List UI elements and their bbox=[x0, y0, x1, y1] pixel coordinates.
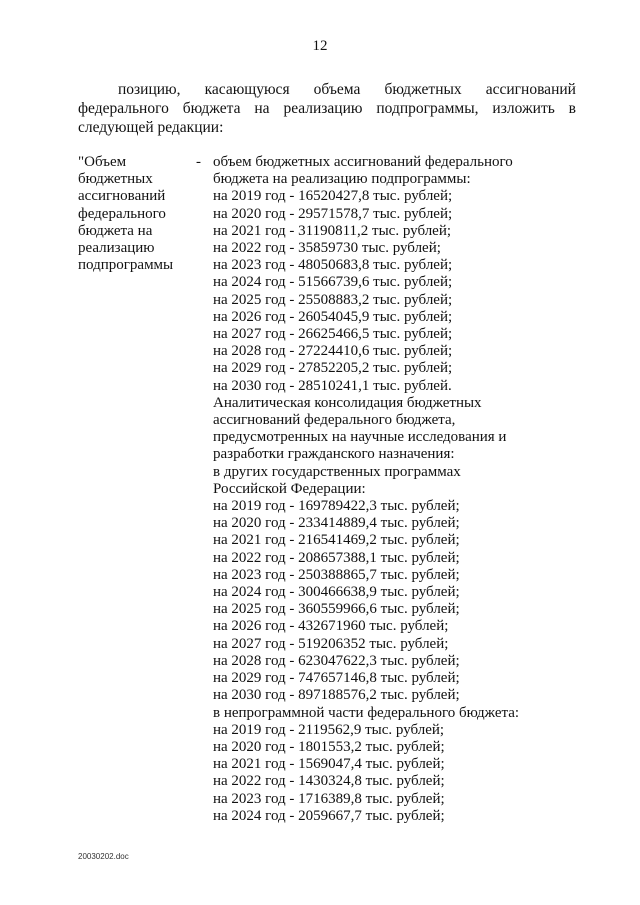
intro-word: позицию, bbox=[118, 81, 181, 98]
value-line: на 2027 год - 519206352 тыс. рублей; bbox=[213, 635, 449, 652]
value-line: ассигнований федерального бюджета, bbox=[213, 412, 456, 429]
page-number: 12 bbox=[312, 38, 328, 54]
value-line: на 2026 год - 26054045,9 тыс. рублей; bbox=[213, 308, 453, 325]
value-line: на 2027 год - 26625466,5 тыс. рублей; bbox=[213, 326, 453, 343]
table-label-column bbox=[78, 154, 198, 274]
footer-filename: 20030202.doc bbox=[78, 852, 129, 861]
value-line: бюджета на реализацию подпрограммы: bbox=[213, 171, 471, 188]
value-line: на 2022 год - 35859730 тыс. рублей; bbox=[213, 240, 441, 257]
intro-word: объема bbox=[313, 81, 361, 98]
label-line: "Объем bbox=[78, 154, 127, 170]
value-line: объем бюджетных ассигнований федерального bbox=[213, 154, 513, 170]
value-line: Аналитическая консолидация бюджетных bbox=[213, 394, 482, 411]
value-line: на 2022 год - 1430324,8 тыс. рублей; bbox=[213, 773, 445, 790]
value-line: на 2028 год - 623047622,3 тыс. рублей; bbox=[213, 652, 460, 669]
value-line: в других государственных программах bbox=[213, 463, 461, 480]
label-line: федерального bbox=[78, 205, 166, 222]
label-line: ассигнований bbox=[78, 188, 166, 205]
intro-word: на bbox=[254, 100, 270, 117]
value-line: на 2021 год - 1569047,4 тыс. рублей; bbox=[213, 756, 445, 773]
intro-word: изложить bbox=[492, 100, 555, 117]
value-line: на 2021 год - 216541469,2 тыс. рублей; bbox=[213, 532, 460, 549]
value-line: на 2023 год - 250388865,7 тыс. рублей; bbox=[213, 566, 460, 583]
value-line: на 2025 год - 25508883,2 тыс. рублей; bbox=[213, 291, 453, 308]
value-line: на 2023 год - 48050683,8 тыс. рублей; bbox=[213, 257, 453, 274]
label-line: реализацию bbox=[78, 240, 155, 257]
value-line: Российской Федерации: bbox=[213, 480, 366, 497]
intro-word: бюджета bbox=[182, 100, 241, 117]
intro-word: федерального bbox=[78, 100, 169, 117]
value-line: на 2026 год - 432671960 тыс. рублей; bbox=[213, 618, 449, 635]
value-line: в непрограммной части федерального бюджета: bbox=[213, 704, 520, 721]
intro-word: ассигнований bbox=[485, 81, 576, 98]
intro-word: в bbox=[568, 100, 576, 117]
table-value-column bbox=[213, 154, 573, 825]
value-line: на 2024 год - 300466638,9 тыс. рублей; bbox=[213, 584, 460, 601]
value-line: на 2020 год - 1801553,2 тыс. рублей; bbox=[213, 738, 445, 755]
value-line: на 2020 год - 233414889,4 тыс. рублей; bbox=[213, 515, 460, 532]
value-line: на 2025 год - 360559966,6 тыс. рублей; bbox=[213, 601, 460, 618]
intro-word: подпрограммы, bbox=[376, 100, 479, 117]
value-line: на 2022 год - 208657388,1 тыс. рублей; bbox=[213, 549, 460, 566]
value-line: на 2030 год - 897188576,2 тыс. рублей; bbox=[213, 687, 460, 704]
value-line: на 2023 год - 1716389,8 тыс. рублей; bbox=[213, 790, 445, 807]
table-dash: - bbox=[196, 154, 201, 170]
value-line: на 2021 год - 31190811,2 тыс. рублей; bbox=[213, 222, 452, 239]
intro-paragraph bbox=[78, 80, 576, 137]
value-line: на 2019 год - 169789422,3 тыс. рублей; bbox=[213, 498, 460, 515]
value-line: разработки гражданского назначения: bbox=[213, 446, 455, 463]
value-line: на 2029 год - 27852205,2 тыс. рублей; bbox=[213, 360, 453, 377]
intro-line-3: следующей редакции: bbox=[78, 119, 224, 136]
value-line: предусмотренных на научные исследования и bbox=[213, 429, 507, 446]
value-line: на 2030 год - 28510241,1 тыс. рублей. bbox=[213, 377, 452, 394]
value-line: на 2029 год - 747657146,8 тыс. рублей; bbox=[213, 670, 460, 687]
value-line: на 2024 год - 2059667,7 тыс. рублей; bbox=[213, 807, 445, 824]
value-line: на 2020 год - 29571578,7 тыс. рублей; bbox=[213, 205, 453, 222]
intro-word: реализацию bbox=[283, 100, 363, 117]
value-line: на 2019 год - 16520427,8 тыс. рублей; bbox=[213, 188, 453, 205]
label-line: бюджетных bbox=[78, 171, 153, 188]
intro-word: касающуюся bbox=[204, 81, 290, 98]
intro-word: бюджетных bbox=[384, 81, 462, 98]
label-line: бюджета на bbox=[78, 222, 153, 239]
value-line: на 2024 год - 51566739,6 тыс. рублей; bbox=[213, 274, 453, 291]
value-line: на 2019 год - 2119562,9 тыс. рублей; bbox=[213, 721, 445, 738]
intro-line-2 bbox=[78, 99, 576, 118]
value-line: на 2028 год - 27224410,6 тыс. рублей; bbox=[213, 343, 453, 360]
intro-line-1 bbox=[78, 80, 576, 99]
label-line: подпрограммы bbox=[78, 257, 174, 274]
